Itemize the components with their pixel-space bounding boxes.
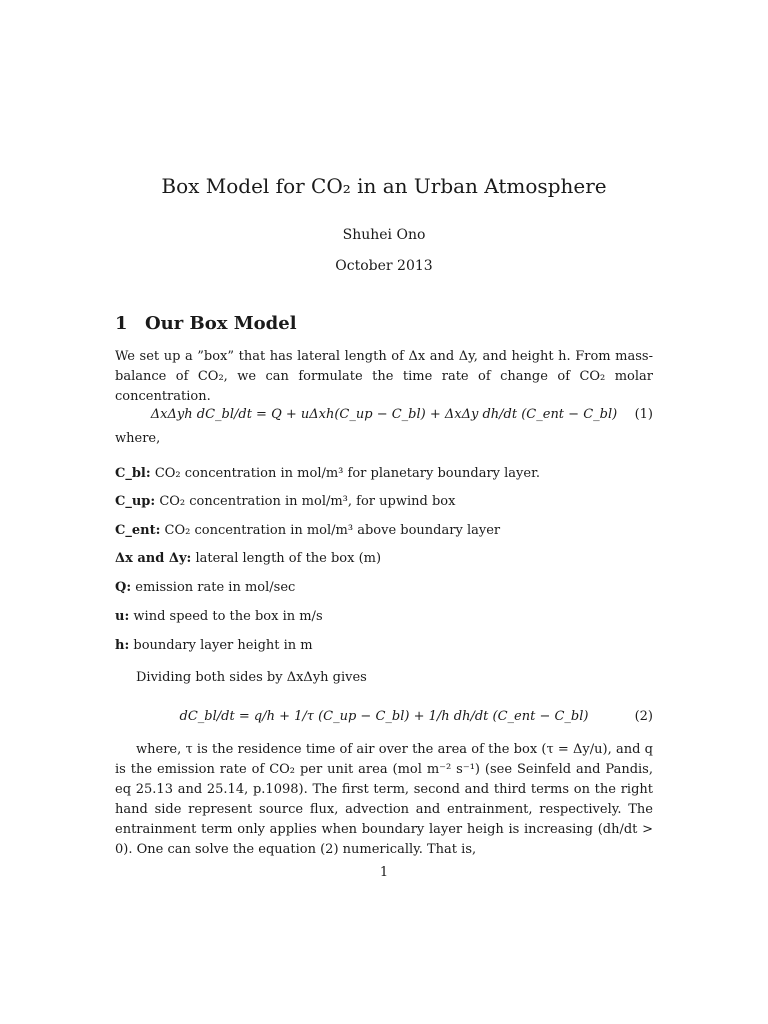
definition-c-up bbox=[115, 494, 455, 509]
definition-text: CO₂ concentration in mol/m³ above boundary layer bbox=[164, 523, 501, 538]
definition-term: Δx and Δy: bbox=[115, 551, 192, 566]
definition-h bbox=[115, 638, 313, 653]
definition-term: h: bbox=[115, 638, 130, 653]
dividing-text: Dividing both sides by ΔxΔyh gives bbox=[136, 670, 367, 685]
definition-term: C_bl: bbox=[115, 466, 151, 481]
definition-c-ent bbox=[115, 523, 500, 538]
definition-text: CO₂ concentration in mol/m³ for planetary boundary layer. bbox=[154, 466, 540, 481]
author-name: Shuhei Ono bbox=[342, 227, 426, 243]
page-number: 1 bbox=[379, 865, 389, 880]
definition-text: boundary layer height in m bbox=[133, 638, 313, 653]
explanation-paragraph: where, τ is the residence time of air over the area of the box (τ = Δy/u), and q is the emission rate of CO₂ per unit area (mol m⁻² s⁻¹) (see Seinfeld and Pandis, eq 25.13 and 25.14, p.1098). The first term, second and third terms on the right hand side represent source flux, advection and entrainment, respectively. The entrainment term only applies when boundary layer heigh is increasing (dh/dt > 0). One can solve the equation (2) numerically. That is, bbox=[115, 742, 653, 857]
definition-term: Q: bbox=[115, 580, 132, 595]
equation-2 bbox=[115, 704, 653, 734]
section-heading bbox=[115, 313, 297, 334]
definition-term: u: bbox=[115, 609, 130, 624]
equation-1 bbox=[115, 402, 653, 432]
paper-title: Box Model for CO₂ in an Urban Atmosphere bbox=[161, 174, 607, 198]
definition-text: lateral length of the box (m) bbox=[195, 551, 382, 566]
equation-2-label: (2) bbox=[634, 709, 653, 724]
equation-2-body: dC_bl/dt = q/h + 1/τ (C_up − C_bl) + 1/h dh/dt (C_ent − C_bl) bbox=[179, 709, 589, 724]
definition-term: C_ent: bbox=[115, 523, 161, 538]
paper-date: October 2013 bbox=[335, 258, 433, 274]
equation-1-label: (1) bbox=[634, 407, 653, 422]
equation-1-body: ΔxΔyh dC_bl/dt = Q + uΔxh(C_up − C_bl) + ΔxΔy dh/dt (C_ent − C_bl) bbox=[150, 407, 618, 422]
definition-term: C_up: bbox=[115, 494, 156, 509]
section-title: Our Box Model bbox=[145, 313, 297, 334]
definition-q bbox=[115, 580, 295, 595]
definition-u bbox=[115, 609, 323, 624]
definition-text: emission rate in mol/sec bbox=[135, 580, 296, 595]
section-number: 1 bbox=[115, 313, 128, 334]
where-label: where, bbox=[115, 431, 161, 446]
intro-paragraph: We set up a ”box” that has lateral length of Δx and Δy, and height h. From mass-balance of CO₂, we can formulate the time rate of change of CO₂ molar concentration. bbox=[115, 349, 653, 404]
definition-text: CO₂ concentration in mol/m³, for upwind box bbox=[159, 494, 456, 509]
definition-c-bl bbox=[115, 466, 540, 481]
definition-text: wind speed to the box in m/s bbox=[133, 609, 323, 624]
definition-delta-xy bbox=[115, 551, 381, 566]
